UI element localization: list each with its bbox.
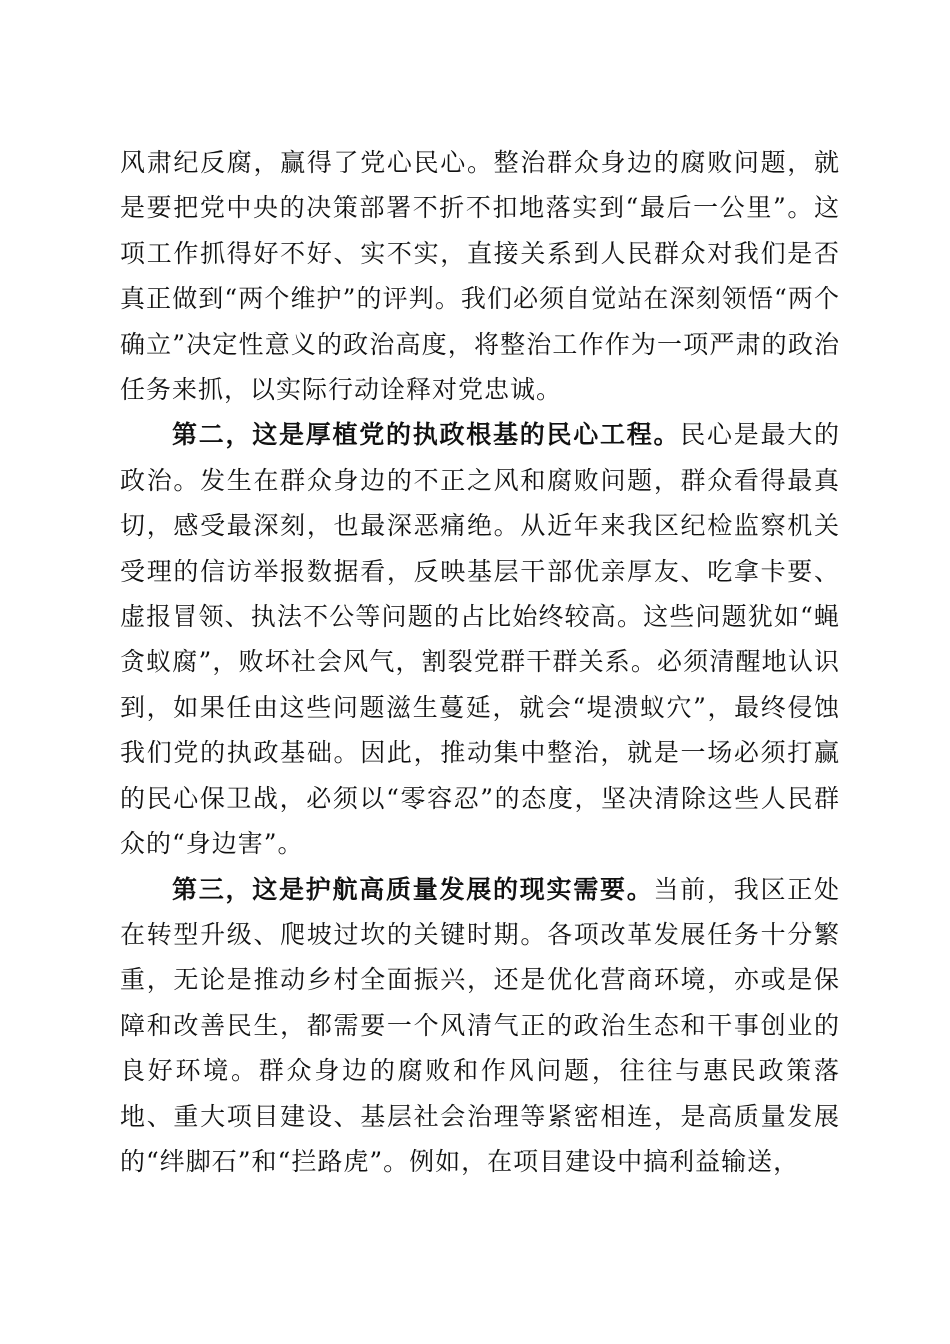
paragraph-3	[120, 867, 840, 1185]
document-body	[120, 140, 840, 1184]
paragraph-body: 民心是最大的政治。发生在群众身边的不正之风和腐败问题，群众看得最真切，感受最深刻，也最深恶痛绝。从近年来我区纪检监察机关受理的信访举报数据看，反映基层干部优亲厚友、吃拿卡要、虚报冒领、执法不公等问题的占比始终较高。这些问题犹如“蝇贪蚁腐”，败坏社会风气，割裂党群干群关系。必须清醒地认识到，如果任由这些问题滋生蔓延，就会“堤溃蚁穴”，最终侵蚀我们党的执政基础。因此，推动集中整治，就是一场必须打赢的民心保卫战，必须以“零容忍”的态度，坚决清除这些人民群众的“身边害”。	[120, 420, 840, 859]
paragraph-2	[120, 412, 840, 866]
paragraph-body: 当前，我区正处在转型升级、爬坡过坎的关键时期。各项改革发展任务十分繁重，无论是推动乡村全面振兴，还是优化营商环境，亦或是保障和改善民生，都需要一个风清气正的政治生态和干事创业的良好环境。群众身边的腐败和作风问题，往往与惠民政策落地、重大项目建设、基层社会治理等紧密相连，是高质量发展的“绊脚石”和“拦路虎”。例如，在项目建设中搞利益输送，	[120, 874, 840, 1176]
paragraph-heading: 第二，这是厚植党的执政根基的民心工程。	[172, 420, 681, 450]
paragraph-body: 风肃纪反腐，赢得了党心民心。整治群众身边的腐败问题，就是要把党中央的决策部署不折不扣地落实到“最后一公里”。这项工作抓得好不好、实不实，直接关系到人民群众对我们是否真正做到“两个维护”的评判。我们必须自觉站在深刻领悟“两个确立”决定性意义的政治高度，将整治工作作为一项严肃的政治任务来抓，以实际行动诠释对党忠诚。	[120, 148, 840, 405]
paragraph-1	[120, 140, 840, 412]
paragraph-heading: 第三，这是护航高质量发展的现实需要。	[172, 874, 654, 904]
